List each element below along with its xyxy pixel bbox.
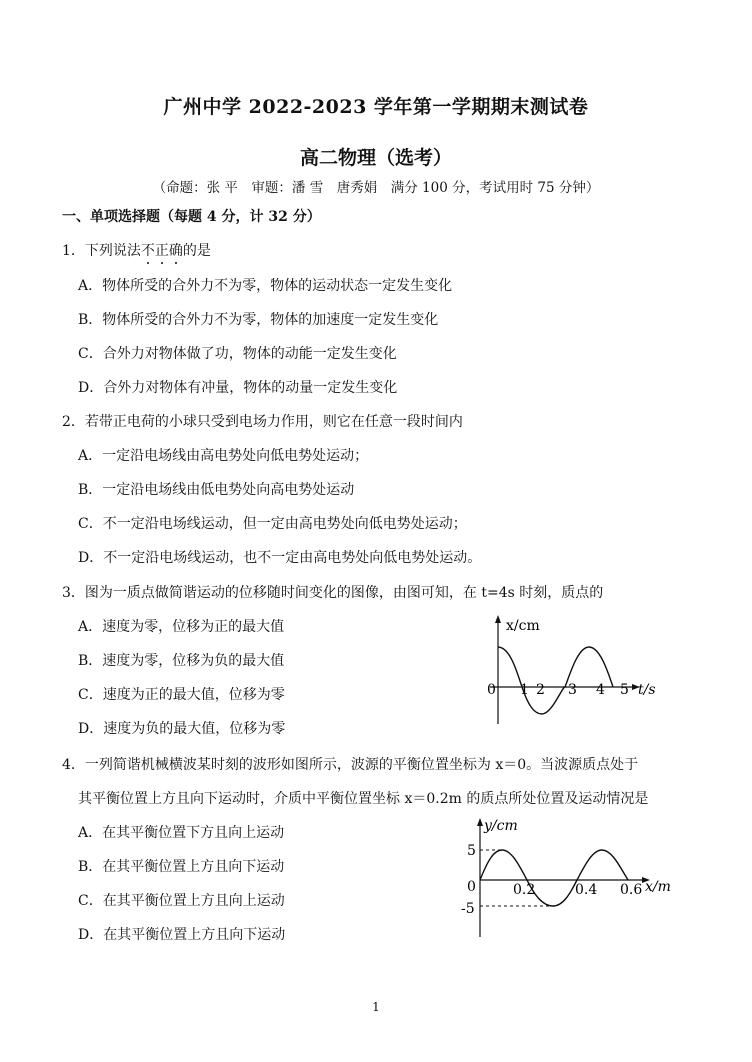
question-1-option-a: A．物体所受的合外力不为零，物体的运动状态一定发生变化 — [78, 278, 453, 294]
q4-tick-0-2: 0.2 — [513, 882, 536, 898]
exam-meta: （命题：张 平 审题：潘 雪 唐秀娟 满分 100 分，考试用时 75 分钟） — [152, 180, 600, 196]
q4-wave-curve — [480, 850, 628, 906]
question-1-option-c: C．合外力对物体做了功，物体的动能一定发生变化 — [78, 346, 397, 362]
question-3-option-b: B．速度为零，位移为负的最大值 — [78, 653, 285, 669]
question-1-option-d: D．合外力对物体有冲量，物体的动量一定发生变化 — [78, 380, 398, 396]
question-4-option-a: A．在其平衡位置下方且向上运动 — [78, 825, 285, 841]
q3-tick-4: 4 — [596, 682, 605, 698]
question-3-option-c: C．速度为正的最大值，位移为零 — [78, 687, 285, 703]
question-4-option-d: D．在其平衡位置上方且向下运动 — [78, 927, 286, 943]
question-4-option-c: C．在其平衡位置上方且向上运动 — [78, 893, 285, 909]
question-2-option-a: A．一定沿电场线由高电势处向低电势处运动； — [78, 448, 369, 464]
q3-x-label: t/s — [638, 682, 656, 698]
exam-title: 广州中学 2022-2023 学年第一学期期末测试卷 — [163, 96, 589, 118]
q3-tick-5: 5 — [620, 682, 629, 698]
exam-subtitle: 高二物理（选考） — [299, 147, 452, 169]
q4-y-axis-arrow — [477, 818, 483, 826]
question-3-option-d: D．速度为负的最大值，位移为零 — [78, 721, 286, 737]
question-1-option-b: B．物体所受的合外力不为零，物体的加速度一定发生变化 — [78, 312, 439, 328]
section-heading: 一、单项选择题（每题 4 分，计 32 分） — [62, 209, 321, 225]
emphasis-char: 正 — [154, 243, 169, 259]
question-3-stem: 3．图为一质点做简谐运动的位移随时间变化的图像，由图可知，在 t=4s 时刻，质点的 — [62, 585, 604, 601]
question-1-stem-after: 的是 — [182, 243, 211, 259]
q4-tick-0-4: 0.4 — [575, 882, 598, 898]
question-1-stem-emphasis — [141, 243, 183, 259]
q3-y-label: x/cm — [506, 618, 540, 634]
q3-sine-curve — [498, 647, 613, 714]
emphasis-char: 不 — [140, 243, 155, 259]
question-3-option-a: A．速度为零，位移为正的最大值 — [78, 619, 285, 635]
q4-tick-0-6: 0.6 — [620, 882, 643, 898]
q4-x-label: x/m — [645, 879, 671, 895]
q3-y-axis-arrow — [495, 615, 501, 623]
question-2-option-c: C．不一定沿电场线运动，但一定由高电势处向低电势处运动； — [78, 516, 467, 532]
q3-tick-3: 3 — [568, 682, 577, 698]
emphasis-char: 确 — [168, 243, 183, 259]
q3-displacement-time-graph — [470, 612, 670, 737]
q4-origin: 0 — [467, 879, 476, 895]
q3-origin: 0 — [487, 682, 496, 698]
q4-wave-graph — [450, 812, 680, 947]
question-1-stem — [62, 240, 211, 260]
question-1-stem-before: 1．下列说法 — [62, 243, 141, 259]
q3-tick-1: 1 — [520, 682, 529, 698]
question-2-stem: 2．若带正电荷的小球只受到电场力作用，则它在任意一段时间内 — [62, 414, 463, 430]
q4-y-tick-negative: -5 — [461, 901, 475, 917]
question-2-option-d: D．不一定沿电场线运动，也不一定由高电势处向低电势处运动。 — [78, 550, 482, 566]
question-2-option-b: B．一定沿电场线由低电势处向高电势处运动 — [78, 482, 355, 498]
q4-y-label: y/cm — [484, 818, 518, 834]
q4-y-tick-positive: 5 — [467, 843, 476, 859]
question-4-stem-line-1: 4．一列简谐机械横波某时刻的波形如图所示，波源的平衡位置坐标为 x＝0。当波源质点处于 — [62, 757, 639, 773]
page-number: 1 — [372, 1000, 380, 1014]
q3-tick-2: 2 — [536, 682, 545, 698]
question-4-option-b: B．在其平衡位置上方且向下运动 — [78, 859, 285, 875]
question-4-stem-line-2: 其平衡位置上方且向下运动时，介质中平衡位置坐标 x＝0.2m 的质点所处位置及运动情况是 — [78, 791, 649, 807]
